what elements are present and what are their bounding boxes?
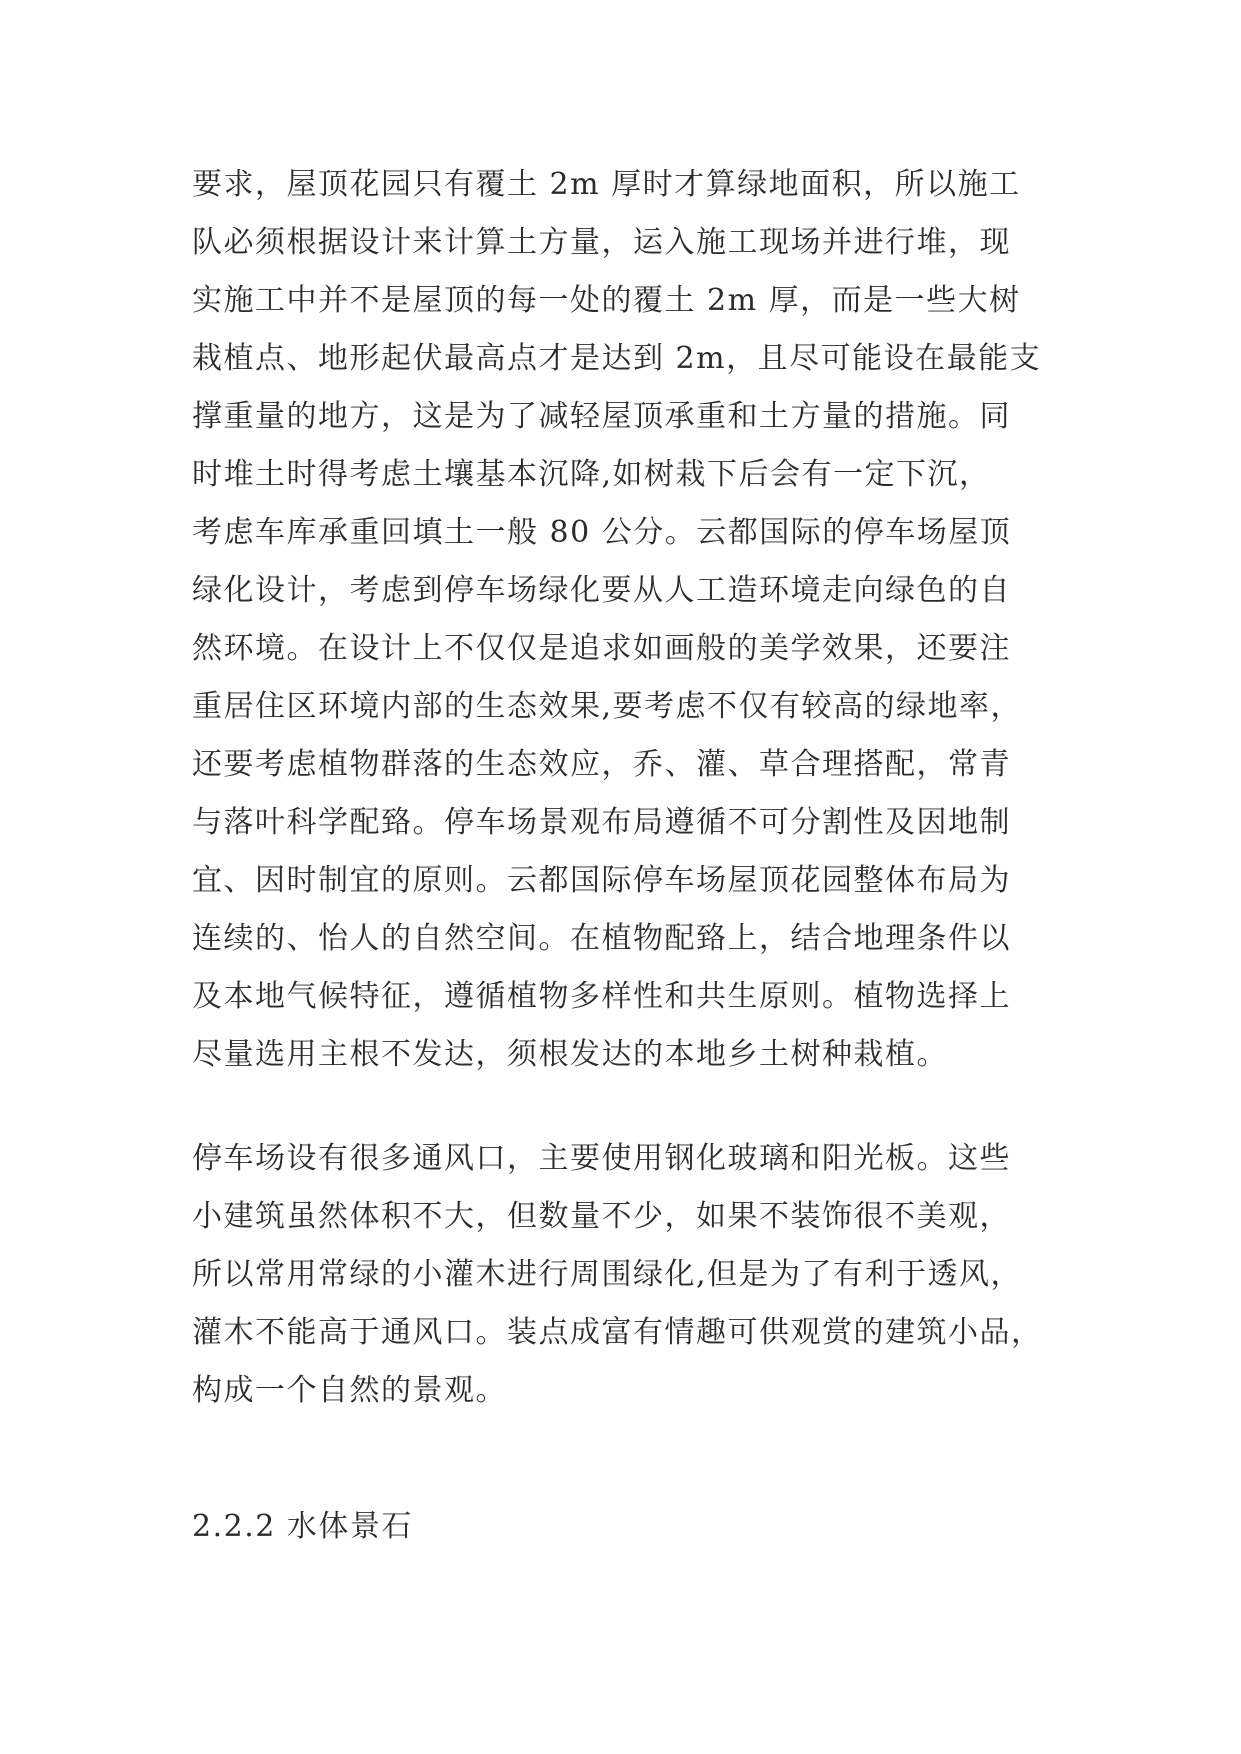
text-line: 要求，屋顶花园只有覆土 2m 厚时才算绿地面积，所以施工 (192, 167, 1021, 202)
section-heading: 2.2.2 水体景石 (192, 1509, 413, 1544)
body-paragraph-1 (192, 156, 1062, 1084)
text-line: 小建筑虽然体积不大，但数量不少，如果不装饰很不美观， (192, 1199, 1011, 1234)
text-line: 与落叶科学配臵。停车场景观布局遵循不可分割性及因地制 (192, 805, 1011, 840)
text-line: 尽量选用主根不发达，须根发达的本地乡土树种栽植。 (192, 1037, 948, 1072)
text-line: 所以常用常绿的小灌木进行周围绿化,但是为了有利于透风， (192, 1257, 1023, 1292)
text-line: 时堆土时得考虑土壤基本沉降,如树栽下后会有一定下沉， (192, 457, 991, 492)
text-line: 连续的、怡人的自然空间。在植物配臵上，结合地理条件以 (192, 921, 1011, 956)
text-line: 构成一个自然的景观。 (192, 1373, 507, 1408)
text-line: 队必须根据设计来计算土方量，运入施工现场并进行堆，现 (192, 225, 1011, 260)
body-paragraph-2 (192, 1130, 1062, 1420)
text-line: 及本地气候特征，遵循植物多样性和共生原则。植物选择上 (192, 979, 1011, 1014)
text-line: 栽植点、地形起伏最高点才是达到 2m，且尽可能设在最能支 (192, 341, 1042, 376)
text-line: 考虑车库承重回填土一般 80 公分。云都国际的停车场屋顶 (192, 515, 1012, 550)
text-line: 实施工中并不是屋顶的每一处的覆土 2m 厚，而是一些大树 (192, 283, 1021, 318)
text-line: 还要考虑植物群落的生态效应，乔、灌、草合理搭配，常青 (192, 747, 1011, 782)
text-line: 停车场设有很多通风口，主要使用钢化玻璃和阳光板。这些 (192, 1141, 1011, 1176)
text-line: 撑重量的地方，这是为了减轻屋顶承重和土方量的措施。同 (192, 399, 1011, 434)
text-line: 绿化设计，考虑到停车场绿化要从人工造环境走向绿色的自 (192, 573, 1011, 608)
text-line: 灌木不能高于通风口。装点成富有情趣可供观赏的建筑小品， (192, 1315, 1043, 1350)
text-line: 然环境。在设计上不仅仅是追求如画般的美学效果，还要注 (192, 631, 1011, 666)
text-line: 宜、因时制宜的原则。云都国际停车场屋顶花园整体布局为 (192, 863, 1011, 898)
text-line: 重居住区环境内部的生态效果,要考虑不仅有较高的绿地率， (192, 689, 1023, 724)
